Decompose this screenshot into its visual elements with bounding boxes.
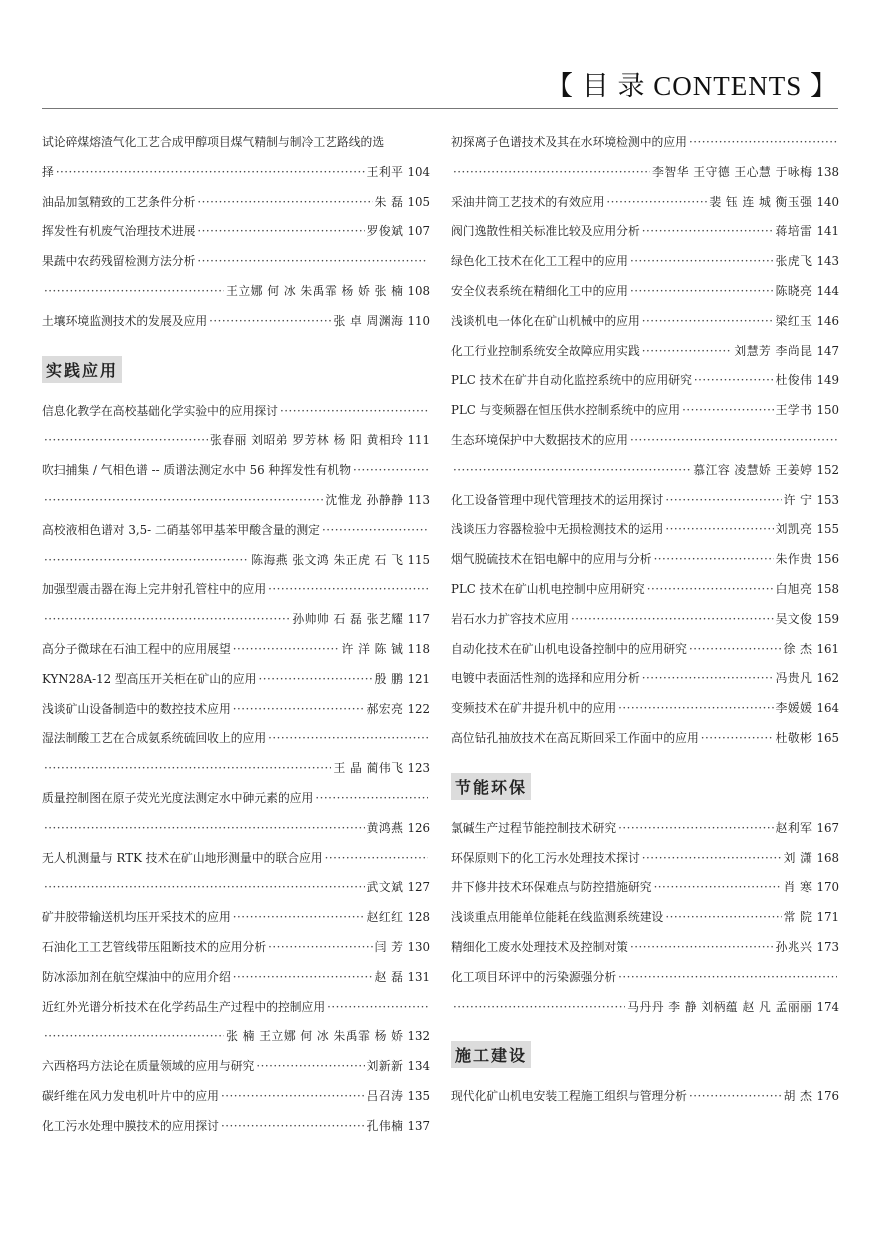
entry-page-number: 131 — [407, 969, 430, 984]
entry-title: 自动化技术在矿山机电设备控制中的应用研究 — [451, 641, 687, 656]
dot-leader — [654, 545, 774, 575]
entry-page-number: 134 — [407, 1059, 430, 1074]
entry-page-number: 161 — [816, 641, 839, 656]
toc-entry[interactable] — [42, 188, 430, 218]
dot-leader — [44, 605, 290, 635]
dot-leader — [233, 903, 365, 933]
toc-entry[interactable] — [42, 903, 430, 933]
toc-entry[interactable] — [42, 1052, 430, 1082]
entry-title: 高位钻孔抽放技术在高瓦斯回采工作面中的应用 — [451, 730, 699, 745]
toc-entry[interactable] — [451, 873, 839, 903]
entry-page-number: 173 — [816, 939, 839, 954]
entry-page-number: 141 — [816, 224, 839, 239]
dot-leader — [689, 1082, 782, 1112]
dot-leader — [630, 247, 774, 277]
entry-author: 王学书 — [775, 403, 813, 418]
entry-page-number: 171 — [816, 910, 839, 925]
entry-page-number: 108 — [407, 283, 430, 298]
toc-entry[interactable] — [42, 784, 430, 814]
toc-entry[interactable] — [451, 724, 839, 754]
dot-leader — [630, 933, 774, 963]
entry-page-number: 176 — [816, 1089, 839, 1104]
entry-title: 信息化教学在高校基础化学实验中的应用探讨 — [42, 403, 278, 418]
entry-page-number: 168 — [816, 850, 839, 865]
dot-leader — [44, 426, 208, 456]
entry-author: 马丹丹 李 静 刘柄蕴 赵 凡 孟丽丽 — [627, 999, 813, 1014]
dot-leader — [327, 993, 428, 1023]
entry-title: 氯碱生产过程节能控制技术研究 — [451, 820, 617, 835]
toc-entry[interactable] — [42, 516, 430, 546]
entry-author: 李智华 王守德 王心慧 于咏梅 — [652, 164, 813, 179]
dot-leader — [325, 844, 428, 874]
dot-leader — [642, 337, 733, 367]
toc-column-right — [451, 128, 839, 1112]
dot-leader — [694, 366, 774, 396]
entry-page-number: 147 — [816, 343, 839, 358]
section-label: 节能环保 — [451, 773, 531, 800]
entry-page-number: 158 — [816, 581, 839, 596]
entry-title: 无人机测量与 RTK 技术在矿山地形测量中的联合应用 — [42, 850, 323, 865]
entry-title: 吹扫捕集 / 气相色谱 -- 质谱法测定水中 56 种挥发性有机物 — [42, 463, 351, 478]
toc-entry[interactable] — [451, 277, 839, 307]
toc-entry[interactable] — [42, 1112, 430, 1142]
entry-page-number: 165 — [816, 730, 839, 745]
entry-title: 环保原则下的化工污水处理技术探讨 — [451, 850, 640, 865]
dot-leader — [44, 754, 331, 784]
entry-title: 采油井筒工艺技术的有效应用 — [451, 194, 605, 209]
entry-page-number: 162 — [816, 671, 839, 686]
entry-page-number: 149 — [816, 373, 839, 388]
entry-author: 孙帅帅 石 磊 张艺耀 — [292, 612, 404, 627]
entry-author: 常 院 — [783, 910, 813, 925]
dot-leader — [268, 724, 428, 754]
entry-title: 绿色化工技术在化工工程中的应用 — [451, 254, 628, 269]
toc-entry[interactable] — [42, 456, 430, 486]
toc-entry[interactable] — [42, 873, 430, 903]
toc-entry[interactable] — [42, 963, 430, 993]
dot-leader — [233, 635, 340, 665]
entry-title: 加强型震击器在海上完井射孔管柱中的应用 — [42, 582, 267, 597]
dot-leader — [618, 963, 837, 993]
toc-entry[interactable] — [451, 814, 839, 844]
entry-page-number: 170 — [816, 880, 839, 895]
entry-page-number: 138 — [816, 164, 839, 179]
toc-entry[interactable] — [451, 844, 839, 874]
entry-page-number: 174 — [816, 999, 839, 1014]
dot-leader — [642, 217, 774, 247]
toc-entry[interactable] — [42, 695, 430, 725]
entry-page-number: 105 — [407, 194, 430, 209]
dot-leader — [689, 635, 782, 665]
entry-title: 油品加氢精致的工艺条件分析 — [42, 194, 196, 209]
toc-entry[interactable] — [451, 128, 839, 158]
entry-author: 李媛媛 — [775, 701, 813, 716]
toc-entry[interactable] — [42, 426, 430, 456]
entry-title: PLC 与变频器在恒压供水控制系统中的应用 — [451, 403, 681, 418]
dot-leader — [322, 516, 428, 546]
dot-leader — [315, 784, 428, 814]
entry-page-number: 110 — [407, 313, 430, 328]
toc-entry[interactable] — [451, 158, 839, 188]
entry-page-number: 123 — [407, 761, 430, 776]
entry-title: 碳纤维在风力发电机叶片中的应用 — [42, 1088, 219, 1103]
entry-page-number: 115 — [407, 552, 430, 567]
entry-author: 白旭亮 — [775, 581, 813, 596]
dot-leader — [665, 903, 781, 933]
entry-title: PLC 技术在矿山机电控制中应用研究 — [451, 581, 645, 596]
toc-entry[interactable] — [451, 903, 839, 933]
entry-author: 赵 磊 — [374, 969, 404, 984]
toc-entry[interactable] — [42, 307, 430, 337]
toc-entry[interactable] — [451, 575, 839, 605]
entry-title: PLC 技术在矿井自动化监控系统中的应用研究 — [451, 373, 692, 388]
entry-title: 化工污水处理中膜技术的应用探讨 — [42, 1118, 219, 1133]
dot-leader — [642, 844, 782, 874]
entry-title: 浅谈重点用能单位能耗在线监测系统建设 — [451, 910, 664, 925]
dot-leader — [647, 575, 774, 605]
entry-title: 湿法制酸工艺在合成氨系统硫回收上的应用 — [42, 731, 267, 746]
entry-author: 黄鸿燕 — [366, 820, 404, 835]
entry-title: 高校液相色谱对 3,5- 二硝基邻甲基苯甲酸含量的测定 — [42, 522, 320, 537]
entry-page-number: 144 — [816, 283, 839, 298]
entry-author: 蒋培雷 — [775, 224, 813, 239]
entry-author: 许 宁 — [783, 492, 813, 507]
entry-author: 王利平 — [366, 164, 404, 179]
entry-author: 殷 鹏 — [374, 671, 404, 686]
dot-leader — [618, 694, 773, 724]
dot-leader — [453, 993, 625, 1023]
entry-author: 沈惟龙 孙静静 — [325, 492, 404, 507]
dot-leader — [44, 486, 323, 516]
entry-title: 择 — [42, 164, 54, 179]
dot-leader — [618, 814, 773, 844]
entry-title: 安全仪表系统在精细化工中的应用 — [451, 283, 628, 298]
dot-leader — [630, 426, 837, 456]
entry-page-number: 117 — [407, 612, 430, 627]
dot-leader — [642, 307, 774, 337]
dot-leader — [453, 456, 691, 486]
entry-title: 石油化工工艺管线带压阻断技术的应用分析 — [42, 939, 267, 954]
entry-page-number: 121 — [407, 671, 430, 686]
entry-title: 矿井胶带输送机均压开采技术的应用 — [42, 910, 231, 925]
entry-author: 刘新新 — [366, 1059, 404, 1074]
section-label: 施工建设 — [451, 1041, 531, 1068]
entry-author: 刘凯亮 — [775, 522, 813, 537]
toc-entry[interactable] — [42, 486, 430, 516]
entry-title: 精细化工废水处理技术及控制对策 — [451, 939, 628, 954]
entry-author: 许 洋 陈 铖 — [341, 641, 404, 656]
entry-title: KYN28A-12 型高压开关柜在矿山的应用 — [42, 671, 257, 686]
dot-leader — [233, 963, 373, 993]
toc-entry[interactable] — [451, 217, 839, 247]
entry-page-number: 137 — [407, 1118, 430, 1133]
entry-author: 王 晶 蔺伟飞 — [333, 761, 404, 776]
entry-page-number: 150 — [816, 403, 839, 418]
toc-column-left — [42, 128, 430, 1142]
dot-leader — [44, 546, 249, 576]
entry-title: 化工设备管理中现代管理技术的运用探讨 — [451, 492, 664, 507]
toc-entry[interactable] — [42, 397, 430, 427]
toc-entry[interactable] — [42, 724, 430, 754]
toc-entry[interactable] — [451, 933, 839, 963]
entry-page-number: 128 — [407, 910, 430, 925]
entry-author: 张 楠 王立娜 何 冰 朱禹霏 杨 娇 — [226, 1029, 404, 1044]
dot-leader — [606, 188, 707, 218]
toc-entry[interactable] — [42, 635, 430, 665]
toc-entry[interactable] — [451, 188, 839, 218]
entry-page-number: 156 — [816, 552, 839, 567]
entry-author: 刘慧芳 李尚昆 — [734, 343, 813, 358]
entry-author: 罗俊斌 — [366, 224, 404, 239]
entry-author: 冯贵凡 — [775, 671, 813, 686]
entry-author: 胡 杰 — [783, 1089, 813, 1104]
entry-author: 张 卓 周渊海 — [333, 313, 404, 328]
entry-title: 电镀中表面活性剂的选择和应用分析 — [451, 671, 640, 686]
dot-leader — [571, 605, 774, 635]
dot-leader — [221, 1112, 365, 1142]
section-heading — [42, 337, 430, 397]
entry-page-number: 132 — [407, 1029, 430, 1044]
toc-entry[interactable] — [451, 1082, 839, 1112]
dot-leader — [197, 188, 372, 218]
entry-title: 井下修井技术环保难点与防控措施研究 — [451, 880, 652, 895]
entry-page-number: 113 — [407, 492, 430, 507]
entry-title: 现代化矿山机电安装工程施工组织与管理分析 — [451, 1089, 687, 1104]
header-divider — [42, 108, 838, 109]
section-label: 实践应用 — [42, 356, 122, 383]
entry-page-number: 140 — [816, 194, 839, 209]
entry-title: 化工行业控制系统安全故障应用实践 — [451, 343, 640, 358]
dot-leader — [233, 695, 365, 725]
entry-page-number: 135 — [407, 1088, 430, 1103]
toc-entry[interactable] — [451, 545, 839, 575]
toc-entry[interactable] — [42, 933, 430, 963]
entry-title: 初探离子色谱技术及其在水环境检测中的应用 — [451, 135, 687, 149]
entry-author: 刘 潇 — [783, 850, 813, 865]
toc-entry[interactable] — [42, 844, 430, 874]
entry-page-number: 159 — [816, 611, 839, 626]
entry-page-number: 167 — [816, 820, 839, 835]
entry-author: 朱作贵 — [775, 552, 813, 567]
entry-page-number: 152 — [816, 462, 839, 477]
toc-entry[interactable] — [42, 575, 430, 605]
entry-author: 朱 磊 — [374, 194, 404, 209]
entry-title: 阀门逸散性相关标准比较及应用分析 — [451, 224, 640, 239]
dot-leader — [256, 1052, 364, 1082]
dot-leader — [689, 128, 837, 158]
page-header — [0, 60, 880, 104]
entry-title: 六西格玛方法论在质量领域的应用与研究 — [42, 1059, 255, 1074]
toc-entry[interactable] — [451, 337, 839, 367]
dot-leader — [682, 396, 773, 426]
dot-leader — [197, 247, 428, 277]
toc-entry[interactable] — [451, 366, 839, 396]
entry-page-number: 127 — [407, 880, 430, 895]
entry-page-number: 107 — [407, 224, 430, 239]
entry-author: 陈晓亮 — [775, 283, 813, 298]
toc-entry[interactable] — [42, 754, 430, 784]
dot-leader — [630, 277, 774, 307]
entry-title: 烟气脱硫技术在铝电解中的应用与分析 — [451, 552, 652, 567]
toc-entry[interactable] — [42, 158, 430, 188]
entry-author: 郝宏亮 — [366, 701, 404, 716]
entry-title: 试论碎煤熔渣气化工艺合成甲醇项目煤气精制与制冷工艺路线的选 — [42, 135, 385, 149]
dot-leader — [353, 456, 428, 486]
entry-title: 土壤环境监测技术的发展及应用 — [42, 313, 208, 328]
dot-leader — [453, 158, 650, 188]
dot-leader — [44, 873, 365, 903]
entry-page-number: 104 — [407, 164, 430, 179]
entry-page-number: 155 — [816, 522, 839, 537]
entry-page-number: 130 — [407, 939, 430, 954]
toc-entry[interactable] — [42, 546, 430, 576]
toc-entry[interactable] — [42, 1082, 430, 1112]
entry-author: 慕江容 凌慧娇 王姜婷 — [693, 462, 813, 477]
entry-title: 浅谈压力容器检验中无损检测技术的运用 — [451, 522, 664, 537]
toc-entry[interactable] — [42, 993, 430, 1023]
section-heading — [451, 1022, 839, 1082]
entry-title: 近红外光谱分析技术在化学药品生产过程中的控制应用 — [42, 999, 326, 1014]
entry-title: 质量控制图在原子荧光光度法测定水中砷元素的应用 — [42, 790, 314, 805]
dot-leader — [44, 814, 365, 844]
toc-entry[interactable] — [451, 963, 839, 993]
toc-entry[interactable] — [451, 605, 839, 635]
dot-leader — [268, 933, 372, 963]
dot-leader — [665, 486, 781, 516]
entry-page-number: 164 — [816, 701, 839, 716]
entry-author: 吕召涛 — [366, 1088, 404, 1103]
entry-author: 杜敬彬 — [775, 730, 813, 745]
dot-leader — [197, 217, 364, 247]
toc-entry[interactable] — [451, 396, 839, 426]
entry-page-number: 153 — [816, 492, 839, 507]
entry-author: 孙兆兴 — [775, 939, 813, 954]
dot-leader — [56, 158, 365, 188]
toc-entry[interactable] — [451, 307, 839, 337]
entry-page-number: 126 — [407, 820, 430, 835]
toc-entry[interactable] — [42, 277, 430, 307]
entry-title: 岩石水力扩容技术应用 — [451, 611, 569, 626]
dot-leader — [280, 397, 428, 427]
entry-author: 张春丽 刘昭弟 罗芳林 杨 阳 黄相玲 — [210, 433, 404, 448]
toc-entry[interactable] — [451, 486, 839, 516]
entry-page-number: 111 — [407, 433, 430, 448]
toc-entry[interactable] — [451, 664, 839, 694]
dot-leader — [44, 277, 224, 307]
entry-author: 孔伟楠 — [366, 1118, 404, 1133]
toc-entry[interactable] — [42, 814, 430, 844]
entry-author: 裴 钰 连 城 衡玉强 — [709, 194, 813, 209]
entry-page-number: 122 — [407, 701, 430, 716]
dot-leader — [44, 1022, 224, 1052]
toc-entry[interactable] — [42, 1022, 430, 1052]
entry-author: 王立娜 何 冰 朱禹霏 杨 娇 张 楠 — [226, 283, 404, 298]
entry-author: 赵红红 — [366, 910, 404, 925]
toc-entry[interactable] — [451, 426, 839, 456]
dot-leader — [642, 664, 774, 694]
entry-page-number: 143 — [816, 254, 839, 269]
toc-entry[interactable] — [451, 247, 839, 277]
entry-author: 徐 杰 — [783, 641, 813, 656]
entry-title: 化工项目环评中的污染源强分析 — [451, 969, 617, 984]
toc-entry[interactable] — [451, 993, 839, 1023]
entry-author: 杜俊伟 — [775, 373, 813, 388]
entry-title: 变频技术在矿井提升机中的应用 — [451, 701, 617, 716]
entry-author: 张虎飞 — [775, 254, 813, 269]
dot-leader — [209, 307, 331, 337]
entry-author: 赵利军 — [775, 820, 813, 835]
page-title: 【 目 录 CONTENTS 】 — [546, 71, 838, 101]
dot-leader — [665, 515, 773, 545]
entry-author: 吴文俊 — [775, 611, 813, 626]
entry-title: 高分子微球在石油工程中的应用展望 — [42, 641, 231, 656]
entry-title: 防冰添加剂在航空煤油中的应用介绍 — [42, 969, 231, 984]
section-heading — [451, 754, 839, 814]
toc-entry[interactable] — [42, 665, 430, 695]
toc-entry[interactable] — [451, 635, 839, 665]
toc-entry[interactable] — [42, 128, 430, 158]
toc-entry[interactable] — [451, 694, 839, 724]
entry-author: 武文斌 — [366, 880, 404, 895]
dot-leader — [221, 1082, 365, 1112]
entry-author: 梁红玉 — [775, 313, 813, 328]
entry-title: 果蔬中农药残留检测方法分析 — [42, 254, 196, 269]
entry-title: 挥发性有机废气治理技术进展 — [42, 224, 196, 239]
entry-page-number: 118 — [407, 641, 430, 656]
entry-author: 陈海燕 张文鸿 朱正虎 石 飞 — [251, 552, 404, 567]
entry-page-number: 146 — [816, 313, 839, 328]
toc-entry[interactable] — [42, 217, 430, 247]
entry-author: 肖 寒 — [783, 880, 813, 895]
toc-entry[interactable] — [451, 515, 839, 545]
entry-title: 生态环境保护中大数据技术的应用 — [451, 432, 628, 447]
entry-author: 闫 芳 — [374, 939, 404, 954]
dot-leader — [701, 724, 774, 754]
dot-leader — [258, 665, 372, 695]
dot-leader — [268, 575, 428, 605]
entry-title: 浅谈机电一体化在矿山机械中的应用 — [451, 313, 640, 328]
toc-entry[interactable] — [42, 605, 430, 635]
dot-leader — [654, 873, 782, 903]
toc-entry[interactable] — [42, 247, 430, 277]
toc-entry[interactable] — [451, 456, 839, 486]
entry-title: 浅谈矿山设备制造中的数控技术应用 — [42, 701, 231, 716]
